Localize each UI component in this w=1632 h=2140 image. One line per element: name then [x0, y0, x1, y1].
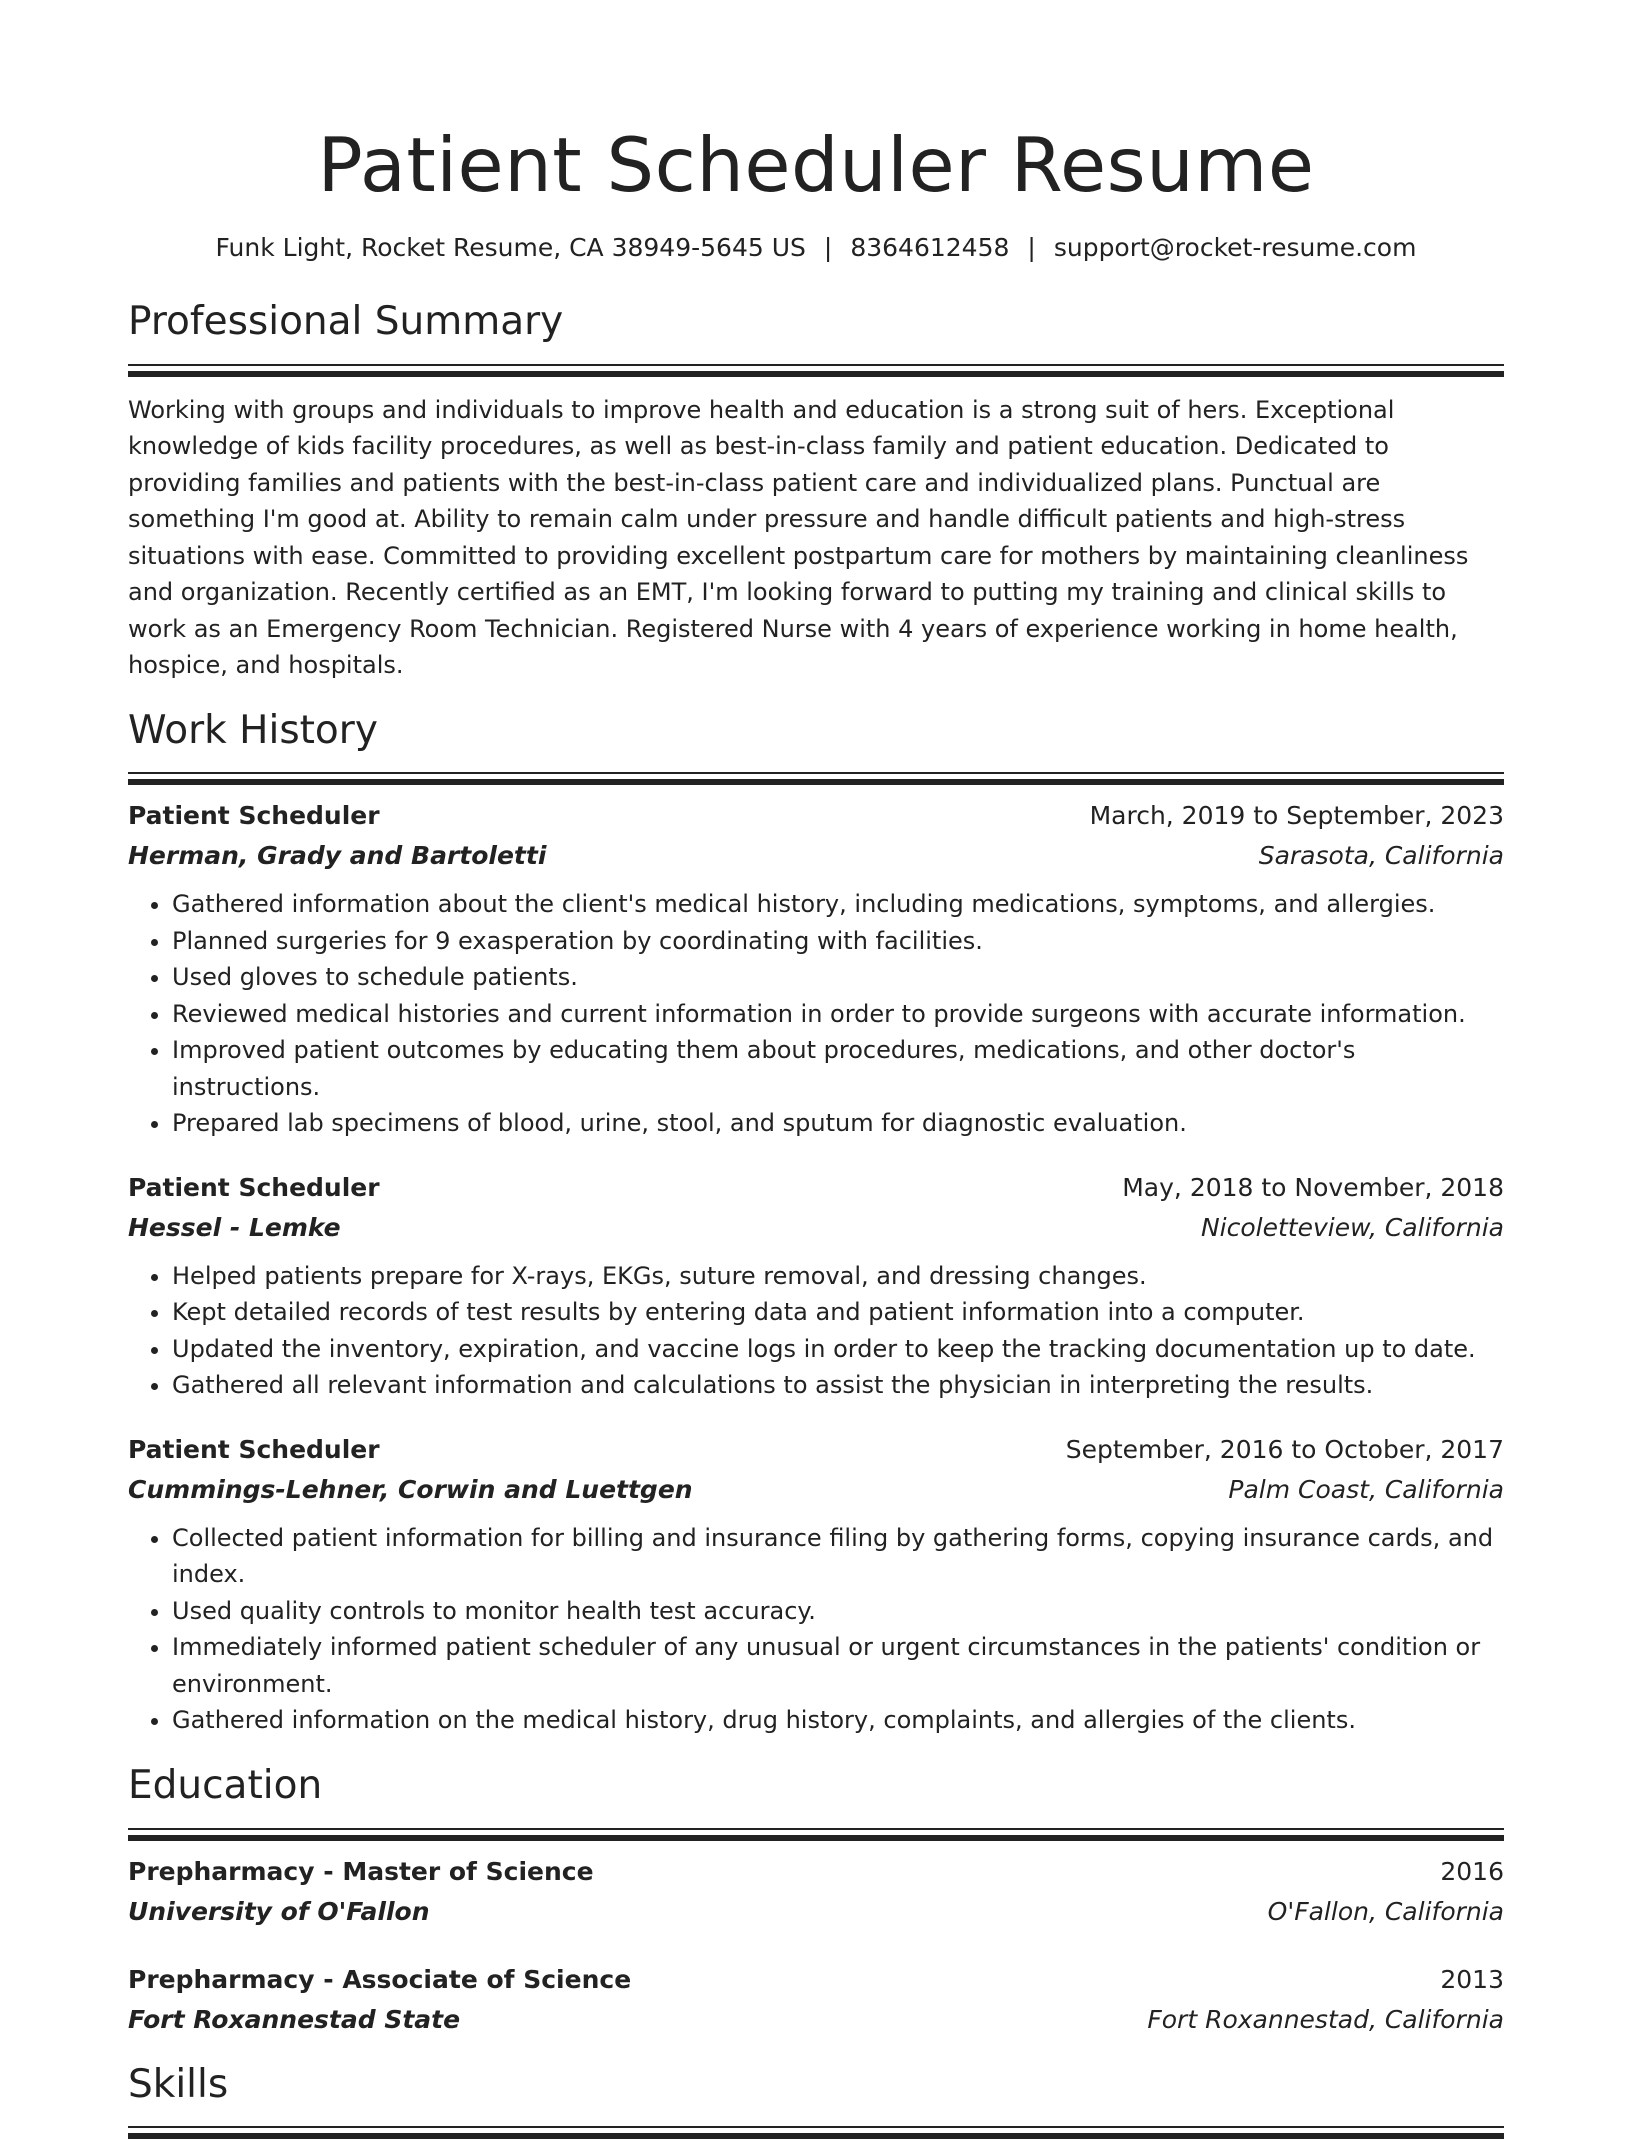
education-header	[128, 1960, 1504, 2000]
job-duty: • Used quality controls to monitor health test accuracy.	[172, 1593, 1504, 1630]
contact-separator: |	[1027, 233, 1036, 263]
section-heading-skills: Skills	[128, 2061, 229, 2107]
education-section	[128, 1763, 1504, 2040]
job-title: Patient Scheduler	[128, 1172, 380, 1202]
summary-section	[128, 299, 1504, 684]
job-location: Nicoletteview, California	[1200, 1212, 1504, 1242]
job-duty: • Planned surgeries for 9 exasperation by coordinating with facilities.	[172, 923, 1504, 960]
education-school: Fort Roxannestad State	[128, 2004, 461, 2034]
job-duty: • Reviewed medical histories and current information in order to provide surgeons with accurate information.	[172, 996, 1504, 1033]
job-duty: • Gathered information about the client's medical history, including medications, symptoms, and allergies.	[172, 886, 1504, 923]
job-title: Patient Scheduler	[128, 801, 380, 831]
resume-title: Patient Scheduler Resume	[317, 121, 1315, 209]
job-header	[128, 1430, 1504, 1470]
work-history-section	[128, 708, 1504, 1739]
job-entry	[128, 796, 1504, 1142]
job-duty: • Gathered all relevant information and calculations to assist the physician in interpreting the results.	[172, 1367, 1504, 1404]
education-school: University of O'Fallon	[128, 1896, 430, 1926]
job-entry	[128, 1168, 1504, 1404]
job-company: Herman, Grady and Bartoletti	[128, 841, 547, 871]
job-subheader	[128, 1208, 1504, 1248]
contact-phone: 8364612458	[850, 233, 1010, 263]
job-duties	[128, 886, 1504, 1142]
education-year: 2013	[1440, 1964, 1504, 1994]
education-entry	[128, 1852, 1504, 1932]
job-duties	[128, 1258, 1504, 1404]
education-degree: Prepharmacy - Master of Science	[128, 1856, 594, 1886]
job-company: Cummings-Lehner, Corwin and Luettgen	[128, 1474, 693, 1504]
job-duty: • Collected patient information for billing and insurance filing by gathering forms, copying insurance cards, and index.	[172, 1520, 1504, 1593]
job-duty: • Helped patients prepare for X-rays, EKGs, suture removal, and dressing changes.	[172, 1258, 1504, 1295]
skills-section	[128, 2062, 1504, 2140]
education-degree: Prepharmacy - Associate of Science	[128, 1964, 632, 1994]
job-dates: September, 2016 to October, 2017	[1065, 1434, 1504, 1464]
job-subheader	[128, 1470, 1504, 1510]
education-header	[128, 1852, 1504, 1892]
education-year: 2016	[1440, 1856, 1504, 1886]
job-dates: May, 2018 to November, 2018	[1122, 1172, 1504, 1202]
section-divider	[128, 2126, 1504, 2140]
section-divider	[128, 772, 1504, 786]
contact-address: Funk Light, Rocket Resume, CA 38949-5645 US	[215, 233, 806, 263]
job-entry	[128, 1430, 1504, 1739]
education-location: Fort Roxannestad, California	[1147, 2004, 1504, 2034]
job-duty: • Kept detailed records of test results by entering data and patient information into a computer.	[172, 1294, 1504, 1331]
job-duty: • Used gloves to schedule patients.	[172, 959, 1504, 996]
job-dates: March, 2019 to September, 2023	[1089, 801, 1504, 831]
section-divider	[128, 1828, 1504, 1842]
education-entry	[128, 1960, 1504, 2040]
job-duty: • Improved patient outcomes by educating them about procedures, medications, and other doctor's instructions.	[172, 1032, 1504, 1105]
section-heading-summary: Professional Summary	[128, 298, 564, 344]
job-header	[128, 1168, 1504, 1208]
section-heading-education: Education	[128, 1762, 323, 1808]
contact-separator: |	[823, 233, 833, 263]
job-duty: • Gathered information on the medical history, drug history, complaints, and allergies of the clients.	[172, 1702, 1504, 1739]
contact-line	[128, 232, 1504, 265]
job-subheader	[128, 836, 1504, 876]
summary-text: Working with groups and individuals to improve health and education is a strong suit of hers. Exceptional knowledge of kids facility procedures, as well as best-in-class family and patient education. Dedicated to providing families and patients with the best-in-class patient care and individualized plans. Punctual are something I'm good at. Ability to remain calm under pressure and handle difficult patients and high-stress situations with ease. Committed to providing excellent postpartum care for mothers by maintaining cleanliness and organization. Recently certified as an EMT, I'm looking forward to putting my training and clinical skills to work as an Emergency Room Technician. Registered Nurse with 4 years of experience working in home health, hospice, and hospitals.	[128, 395, 1469, 680]
job-header	[128, 796, 1504, 836]
job-location: Sarasota, California	[1258, 841, 1504, 871]
job-company: Hessel - Lemke	[128, 1212, 341, 1242]
job-duty: • Immediately informed patient scheduler of any unusual or urgent circumstances in the patients' condition or environment.	[172, 1629, 1504, 1702]
education-location: O'Fallon, California	[1267, 1896, 1504, 1926]
job-duty: • Prepared lab specimens of blood, urine, stool, and sputum for diagnostic evaluation.	[172, 1105, 1504, 1142]
job-title: Patient Scheduler	[128, 1434, 380, 1464]
education-subheader	[128, 2000, 1504, 2040]
job-location: Palm Coast, California	[1228, 1474, 1504, 1504]
section-heading-work-history: Work History	[128, 707, 378, 753]
section-divider	[128, 364, 1504, 378]
job-duties	[128, 1520, 1504, 1739]
education-subheader	[128, 1892, 1504, 1932]
contact-email: support@rocket-resume.com	[1053, 233, 1417, 263]
job-duty: • Updated the inventory, expiration, and vaccine logs in order to keep the tracking documentation up to date.	[172, 1331, 1504, 1368]
